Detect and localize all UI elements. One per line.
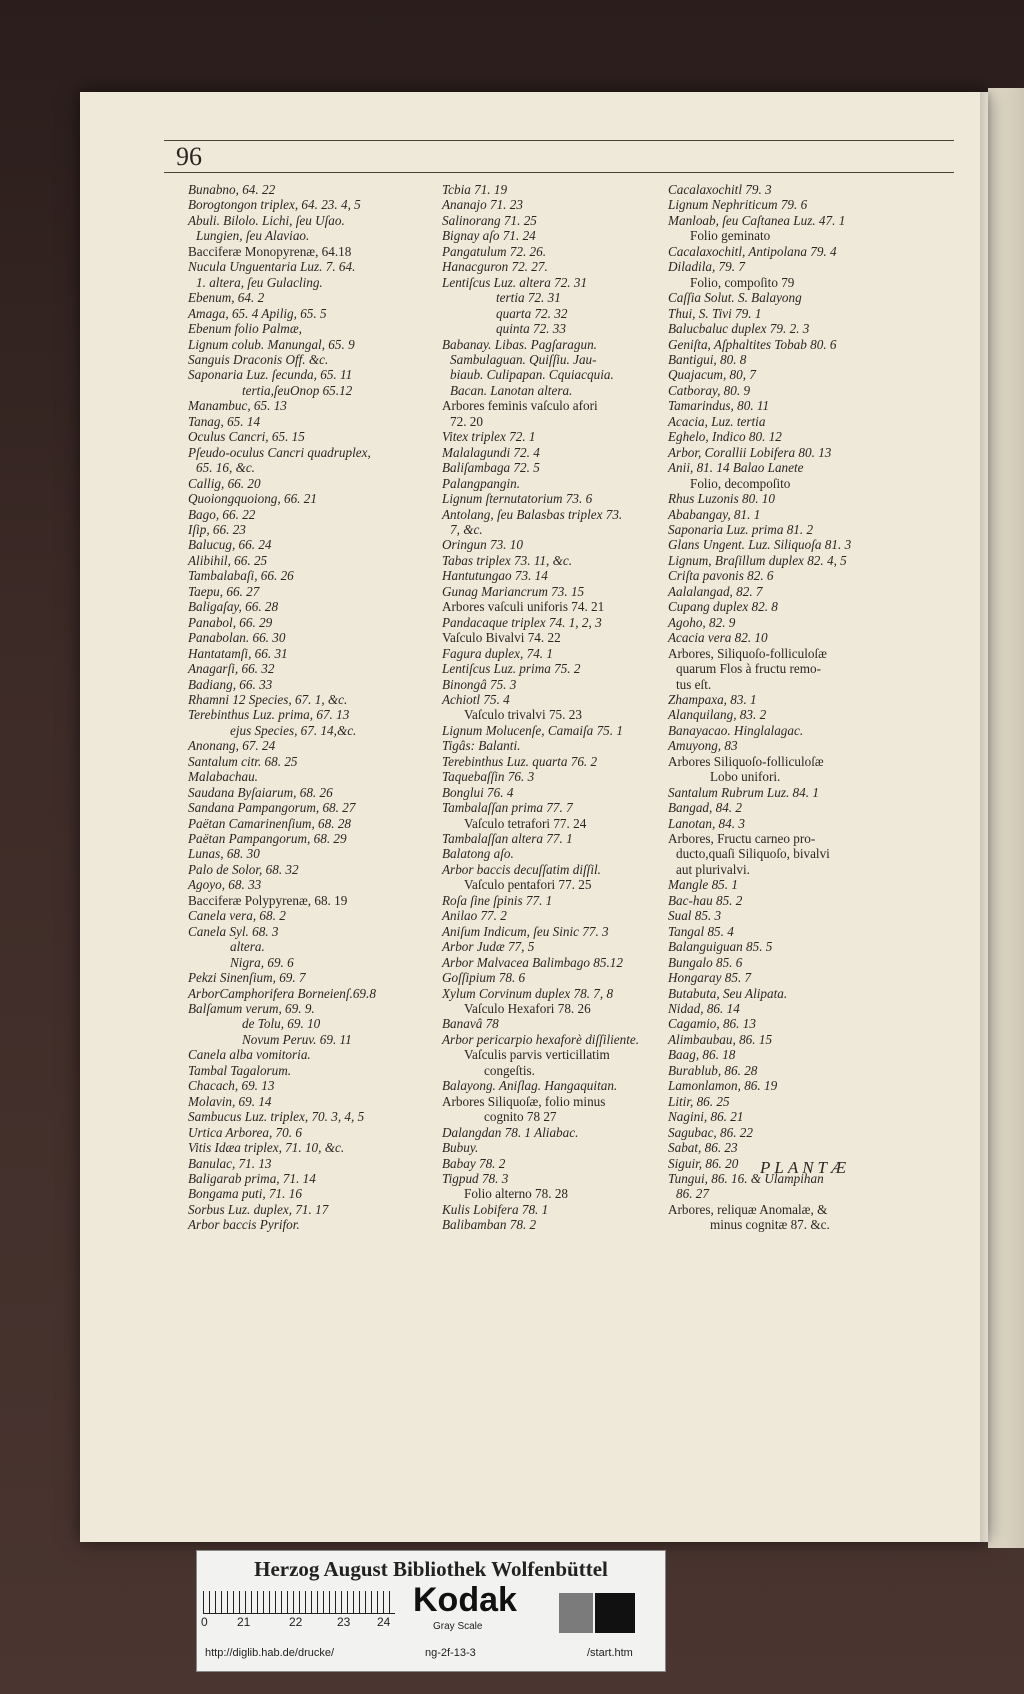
index-entry: Arbores, Fructu carneo pro- [668,831,816,847]
index-entry: Nucula Unguentaria Luz. 7. 64. [188,259,356,275]
index-entry: Folio, compoſito 79 [690,274,795,290]
index-entry: Manloab, ſeu Caſtanea Luz. 47. 1 [668,212,846,228]
index-entry: Binongâ 75. 3 [442,676,517,692]
index-entry: Goſſipium 78. 6 [442,970,526,986]
scale-number: 23 [337,1615,351,1629]
index-entry: Sabat, 86. 23 [668,1140,738,1156]
index-entry: Bonglui 76. 4 [442,784,514,800]
index-entry: Thui, S. Tivi 79. 1 [668,305,762,321]
index-entry: quarta 72. 32 [496,305,568,321]
index-entry: congeſtis. [484,1062,535,1078]
index-entry: Agoho, 82. 9 [668,614,736,630]
index-entry: Cacalaxochitl 79. 3 [668,182,772,197]
index-entry: Lignum colub. Manungal, 65. 9 [188,336,355,352]
index-entry: Pſeudo-oculus Cancri quadruplex, [188,444,371,460]
index-entry: Canela vera, 68. 2 [188,908,286,924]
index-entry: quarum Flos à fructu remo- [676,661,822,677]
index-entry: Callig, 66. 20 [188,475,261,491]
index-entry: Nigra, 69. 6 [230,954,294,970]
index-entry: Hongaray 85. 7 [668,970,752,986]
index-entry: Tungui, 86. 16. & Ulampihan [668,1171,824,1186]
index-entry: ejus Species, 67. 14,&c. [230,722,357,738]
index-entry: Vitex triplex 72. 1 [442,429,536,445]
page-number: 96 [176,142,202,171]
index-entry: Bacciferæ Monopyrenæ, 64.18 [188,243,352,259]
index-entry: Lunas, 68. 30 [188,846,260,862]
kodak-logo: Kodak [413,1581,517,1619]
index-entry: Hantatamſi, 66. 31 [188,645,288,661]
index-entry: Achiotl 75. 4 [442,691,510,707]
index-entry: Alanquilang, 83. 2 [668,707,767,723]
index-entry: Babay 78. 2 [442,1155,506,1171]
index-entry: Bac-hau 85. 2 [668,892,743,908]
index-entry: Vaſculo pentafori 77. 25 [464,877,592,893]
index-entry: Litir, 86. 25 [668,1093,730,1109]
index-entry: Folio geminato [690,228,771,244]
index-entry: Bunabno, 64. 22 [188,182,276,197]
index-entry: Lignum Molucenſe, Camaiſa 75. 1 [442,722,623,738]
index-entry: Banulac, 71. 13 [188,1155,272,1171]
index-entry: Bongama puti, 71. 16 [188,1186,302,1202]
index-entry: Canela alba vomitoria. [188,1047,311,1063]
index-entry: Nagini, 86. 21 [668,1109,744,1125]
index-entry: Terebinthus Luz. prima, 67. 13 [188,707,350,723]
index-entry: Palangpangin. [442,475,521,491]
index-entry: Tangal 85. 4 [668,923,734,939]
index-entry: Molavin, 69. 14 [188,1093,272,1109]
index-entry: Vaſculis parvis verticillatim [464,1047,610,1063]
index-entry: Lignum ſternutatorium 73. 6 [442,491,593,507]
index-entry: Paëtan Camarinenſium, 68. 28 [188,815,352,831]
index-entry: Sambulaguan. Quiſſiu. Jau- [450,351,597,367]
index-entry: tertia 72. 31 [496,290,561,306]
index-entry: Banayacao. Hinglalagac. [668,722,804,738]
index-entry: Arbor, Corallii Lobifera 80. 13 [668,444,832,460]
index-entry: ArborCamphorifera Borneienſ.69.8 [188,985,376,1001]
index-entry: Vaſculo tetrafori 77. 24 [464,815,587,831]
index-entry: Balucbaluc duplex 79. 2. 3 [668,321,810,337]
index-entry: Arbores vaſculi uniforis 74. 21 [442,599,605,615]
index-entry: Arbores feminis vaſculo afori [442,398,598,414]
index-entry: Tamarindus, 80. 11 [668,398,770,414]
index-entry: Gunag Mariancrum 73. 15 [442,583,585,599]
gray-scale-label: Gray Scale [433,1621,483,1632]
index-entry: Balatong aſo. [442,846,514,862]
index-entry: Eghelo, Indico 80. 12 [668,429,782,445]
index-entry: Quoiongquoiong, 66. 21 [188,491,317,507]
index-entry: Vaſculo Bivalvi 74. 22 [442,630,561,646]
index-entry: Criſta pavonis 82. 6 [668,568,774,584]
index-entry: minus cognitæ 87. &c. [710,1217,830,1233]
index-entry: Badiang, 66. 33 [188,676,273,692]
index-entry: Lanotan, 84. 3 [668,815,745,831]
index-entry: Balſamum verum, 69. 9. [188,1001,315,1017]
index-entry: Vitis Idæa triplex, 71. 10, &c. [188,1140,345,1156]
index-entry: Lamonlamon, 86. 19 [668,1078,778,1094]
index-entry: 65. 16, &c. [196,460,255,476]
index-entry: Tambal Tagalorum. [188,1062,292,1078]
index-entry: Lungien, ſeu Alaviao. [196,228,310,244]
shelfmark: ng-2f-13-3 [425,1647,476,1659]
index-entry: Sual 85. 3 [668,908,722,924]
index-entry: Balayong. Aniſlag. Hangaquitan. [442,1078,618,1094]
index-entry: Anii, 81. 14 Balao Lanete [668,460,804,476]
index-entry: altera. [230,939,265,955]
index-entry: Balanguiguan 85. 5 [668,939,773,955]
index-entry: Manambuc, 65. 13 [188,398,287,414]
index-entry: Tcbia 71. 19 [442,182,508,197]
index-column-3 [668,182,916,1233]
index-entry: Palo de Solor, 68. 32 [188,861,299,877]
index-entry: Bangad, 84. 2 [668,800,742,816]
scale-number: 0 [201,1615,208,1629]
index-entry: Oringun 73. 10 [442,537,523,553]
index-entry: Xylum Corvinum duplex 78. 7, 8 [442,985,614,1001]
index-entry: Tambalaſſan altera 77. 1 [442,831,573,847]
index-entry: Diladila, 79. 7 [668,259,745,275]
index-entry: Roſa ſine ſpinis 77. 1 [442,892,553,908]
index-entry: Rhus Luzonis 80. 10 [668,491,775,507]
index-entry: Arbores Siliquoſæ, folio minus [442,1093,606,1109]
index-entry: Lignum Nephriticum 79. 6 [668,197,808,213]
index-entry: Alimbaubau, 86. 15 [668,1031,773,1047]
index-entry: Arbores, Siliquoſo-folliculoſæ [668,645,827,661]
index-entry: Arbor pericarpio hexaforè diſſiliente. [442,1031,640,1047]
index-entry: Rhamni 12 Species, 67. 1, &c. [188,691,348,707]
index-entry: cognito 78 27 [484,1109,557,1125]
index-entry: Kulis Lobifera 78. 1 [442,1201,549,1217]
index-entry: Pandacaque triplex 74. 1, 2, 3 [442,614,602,630]
index-entry: Aniſum Indicum, ſeu Sinic 77. 3 [442,923,609,939]
index-entry: Tanag, 65. 14 [188,413,261,429]
index-entry: Siguir, 86. 20 [668,1155,739,1171]
index-entry: Abuli. Bilolo. Lichi, ſeu Uſao. [188,212,345,228]
index-entry: tertia,ſeuOnop 65.12 [242,382,353,398]
index-entry: Balucug, 66. 24 [188,537,272,553]
index-entry: Babanay. Libas. Pagſaragun. [442,336,597,352]
index-entry: Zhampaxa, 83. 1 [668,691,757,707]
index-entry: Ebenum folio Palmæ, [188,321,302,337]
index-entry: Antolang, ſeu Balasbas triplex 73. [442,506,623,522]
index-entry: Hantutungao 73. 14 [442,568,548,584]
catchword: PLANTÆ [760,1158,851,1177]
index-entry: Mangle 85. 1 [668,877,738,893]
index-entry: Arbores Siliquoſo-folliculoſæ [668,753,824,769]
index-entry: Urtica Arborea, 70. 6 [188,1124,302,1140]
index-entry: Bubuy. [442,1140,479,1156]
index-entry: Catboray, 80. 9 [668,382,751,398]
index-entry: Baag, 86. 18 [668,1047,736,1063]
black-swatch [595,1593,635,1633]
index-entry: Baligaſay, 66. 28 [188,599,279,615]
scale-number: 21 [237,1615,251,1629]
index-entry: 86. 27 [676,1186,709,1202]
index-entry: Geniſta, Aſphaltites Tobab 80. 6 [668,336,837,352]
index-entry: Lignum, Braſillum duplex 82. 4, 5 [668,552,847,568]
index-entry: Bantigui, 80. 8 [668,351,747,367]
index-entry: Sambucus Luz. triplex, 70. 3, 4, 5 [188,1109,365,1125]
index-entry: Lobo unifori. [710,769,781,785]
index-entry: Sanguis Draconis Off. &c. [188,351,329,367]
index-entry: Anagarſi, 66. 32 [188,661,275,677]
index-entry: Malabachau. [188,769,258,785]
index-entry: Sorbus Luz. duplex, 71. 17 [188,1201,329,1217]
index-entry: Tambalaſſan prima 77. 7 [442,800,573,816]
index-entry: Tigâs: Balanti. [442,738,521,754]
index-entry: Bacan. Lanotan altera. [450,382,573,398]
header-rule-top [164,140,954,141]
index-entry: Panabol, 66. 29 [188,614,273,630]
index-entry: Butabuta, Seu Alipata. [668,985,788,1001]
book-page [80,92,988,1542]
index-entry: Santalum citr. 68. 25 [188,753,298,769]
index-entry: Ebenum, 64. 2 [188,290,265,306]
index-entry: Balibamban 78. 2 [442,1217,537,1233]
index-entry: Ananajo 71. 23 [442,197,523,213]
index-entry: Agoyo, 68. 33 [188,877,262,893]
header-rule-bottom [164,172,954,173]
index-column-1 [188,182,428,1233]
index-entry: Arbor Malvacea Balimbago 85.12 [442,954,623,970]
index-entry: Saponaria Luz. ſecunda, 65. 11 [188,367,353,383]
index-entry: Cupang duplex 82. 8 [668,599,778,615]
index-entry: ducto,quaſi Siliquoſo, bivalvi [676,846,830,862]
index-entry: Taepu, 66. 27 [188,583,260,599]
start-link: /start.htm [587,1647,633,1659]
index-entry: Cacalaxochitl, Antipolana 79. 4 [668,243,837,259]
index-entry: Tigpud 78. 3 [442,1171,509,1186]
index-entry: Bago, 66. 22 [188,506,256,522]
index-entry: 7, &c. [450,521,483,537]
index-entry: Chacach, 69. 13 [188,1078,275,1094]
index-entry: Alibihil, 66. 25 [188,552,268,568]
index-entry: Ababangay, 81. 1 [668,506,761,522]
index-entry: Folio alterno 78. 28 [464,1186,569,1202]
ruler-scale [203,1591,395,1614]
index-entry: Bungalo 85. 6 [668,954,743,970]
index-entry: quinta 72. 33 [496,321,566,337]
index-entry: Bignay aſo 71. 24 [442,228,536,244]
index-entry: Lentiſcus Luz. altera 72. 31 [442,274,588,290]
index-entry: Malalagundi 72. 4 [442,444,540,460]
index-entry: Panabolan. 66. 30 [188,630,286,646]
index-entry: Banavâ 78 [442,1016,499,1032]
index-entry: Oculus Cancri, 65. 15 [188,429,305,445]
index-entry: Baligarab prima, 71. 14 [188,1171,316,1186]
index-entry: Acacia, Luz. tertia [668,413,766,429]
index-entry: Tabas triplex 73. 11, &c. [442,552,573,568]
index-entry: Fagura duplex, 74. 1 [442,645,553,661]
index-entry: Vaſculo trivalvi 75. 23 [464,707,582,723]
index-entry: Folio, decompoſito [690,475,791,491]
scale-number: 22 [289,1615,303,1629]
index-entry: Aalalangad, 82. 7 [668,583,763,599]
index-entry: Arbor baccis Pyrifor. [188,1217,300,1233]
index-entry: tus eſt. [676,676,712,692]
index-entry: Arbor Judæ 77, 5 [442,939,535,955]
index-entry: Pekzi Sinenſium, 69. 7 [188,970,306,986]
index-entry: biaub. Culipapan. Cquiacquia. [450,367,614,383]
index-entry: Hanacguron 72. 27. [442,259,548,275]
index-entry: Canela Syl. 68. 3 [188,923,279,939]
index-entry: Acacia vera 82. 10 [668,630,768,646]
index-entry: Arbor baccis decuſſatim diſſil. [442,861,601,877]
index-entry: Sandana Pampangorum, 68. 27 [188,800,356,816]
index-entry: Lentiſcus Luz. prima 75. 2 [442,661,581,677]
index-entry: de Tolu, 69. 10 [242,1016,321,1032]
source-url: http://diglib.hab.de/drucke/ [205,1647,335,1659]
index-entry: Santalum Rubrum Luz. 84. 1 [668,784,819,800]
index-entry: Pangatulum 72. 26. [442,243,547,259]
index-entry: Burablub, 86. 28 [668,1062,758,1078]
index-entry: Anonang, 67. 24 [188,738,276,754]
index-entry: Saudana Byſaiarum, 68. 26 [188,784,333,800]
index-entry: Cagamio, 86. 13 [668,1016,756,1032]
index-entry: Amuyong, 83 [668,738,738,754]
index-entry: Terebinthus Luz. quarta 76. 2 [442,753,598,769]
index-entry: Tambalabaſi, 66. 26 [188,568,294,584]
gray-swatch [559,1593,593,1633]
library-name: Herzog August Bibliothek Wolfenbüttel [254,1557,608,1581]
index-entry: Nidad, 86. 14 [668,1001,740,1017]
index-entry: Anilao 77. 2 [442,908,507,924]
index-entry: Salinorang 71. 25 [442,212,537,228]
index-entry: Glans Ungent. Luz. Siliquoſa 81. 3 [668,537,852,553]
scale-number: 24 [377,1615,391,1629]
index-entry: Iſip, 66. 23 [188,521,246,537]
index-entry: 1. altera, ſeu Gulacling. [196,274,323,290]
index-entry: Arbores, reliquæ Anomalæ, & [668,1201,828,1217]
index-entry: Amaga, 65. 4 Apilig, 65. 5 [188,305,327,321]
index-entry: Paëtan Pampangorum, 68. 29 [188,831,347,847]
index-entry: Novum Peruv. 69. 11 [242,1031,352,1047]
index-entry: Borogtongon triplex, 64. 23. 4, 5 [188,197,361,213]
index-entry: Taquebaſſin 76. 3 [442,769,535,785]
index-entry: Dalangdan 78. 1 Aliabac. [442,1124,579,1140]
index-entry: 72. 20 [450,413,483,429]
index-entry: Caſſia Solut. S. Balayong [668,290,802,306]
index-entry: Vaſculo Hexafori 78. 26 [464,1001,591,1017]
index-entry: Bacciferæ Polypyrenæ, 68. 19 [188,892,348,908]
index-entry: Baliſambaga 72. 5 [442,460,540,476]
scan-color-bar [196,1550,666,1672]
index-entry: Sagubac, 86. 22 [668,1124,753,1140]
index-entry: Saponaria Luz. prima 81. 2 [668,521,814,537]
index-entry: aut plurivalvi. [676,861,750,877]
index-entry: Quajacum, 80, 7 [668,367,756,383]
